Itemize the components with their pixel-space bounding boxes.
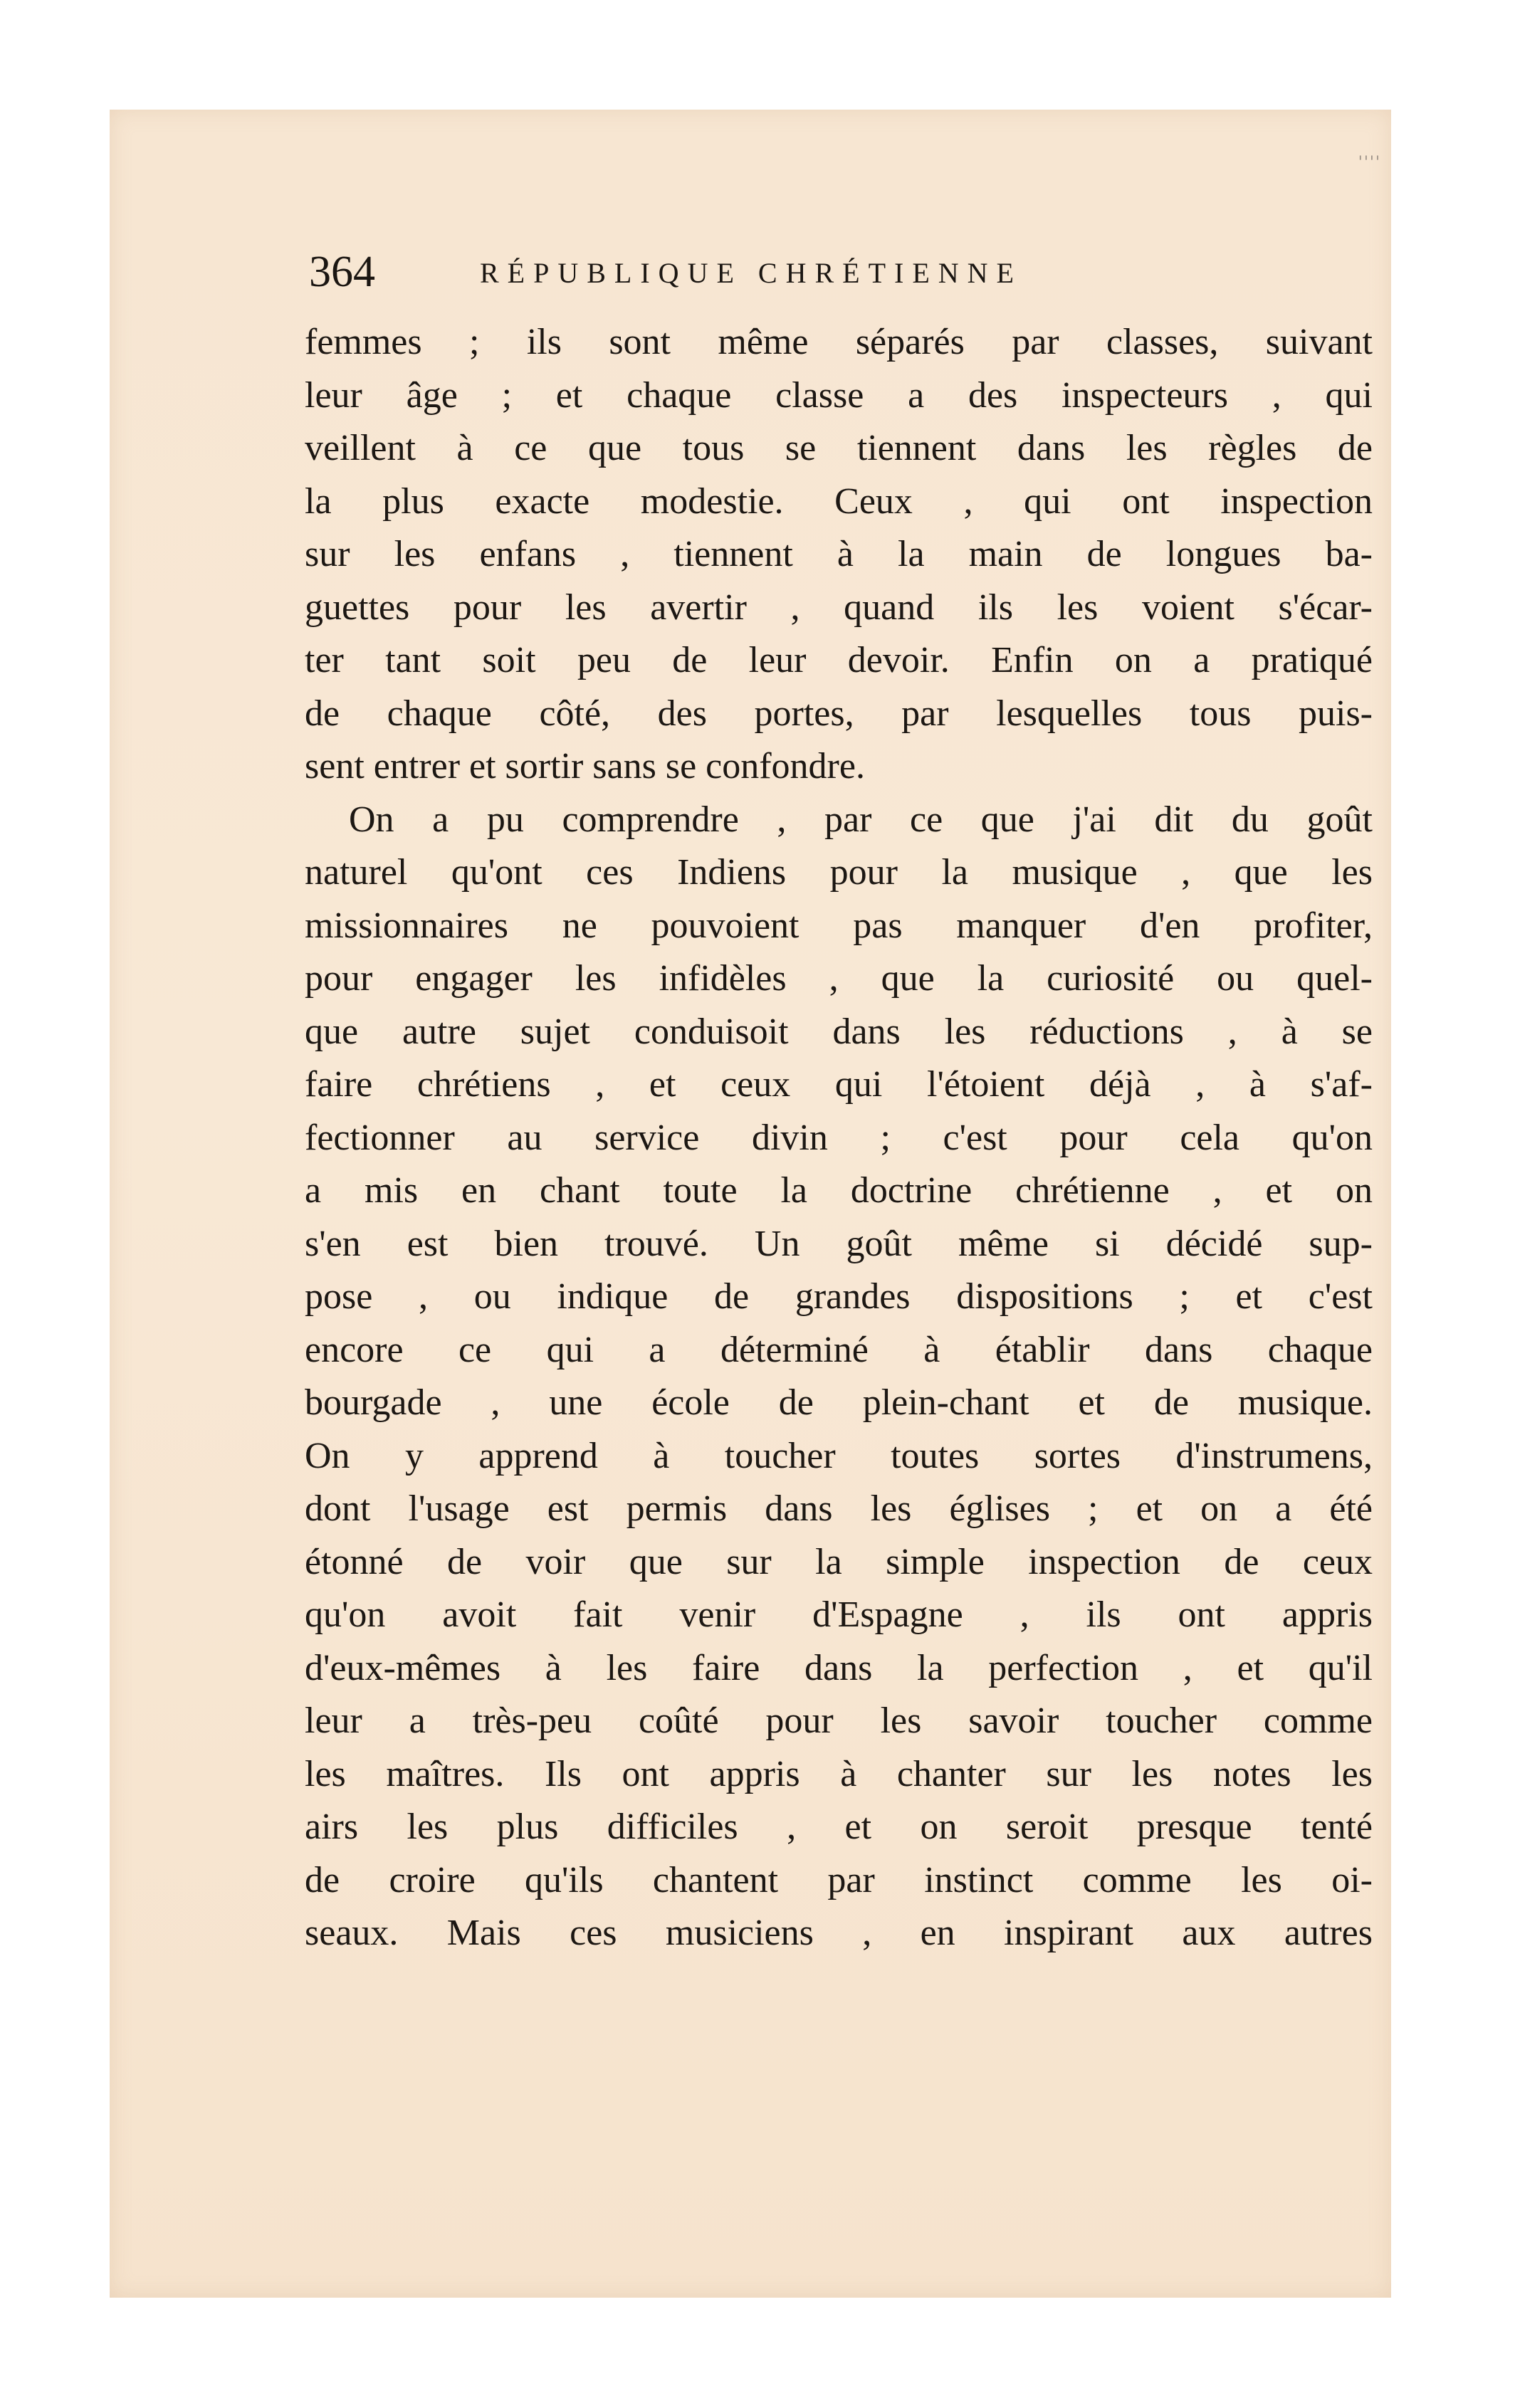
text-line: fectionner au service divin ; c'est pour cela qu'on (305, 1117, 1373, 1158)
text-line: pose , ou indique de grandes dispositions ; et c'est (305, 1276, 1373, 1317)
text-line: guettes pour les avertir , quand ils les voient s'écar- (305, 587, 1373, 628)
running-head (309, 236, 1377, 307)
page-number: 364 (309, 248, 375, 296)
body-text (305, 316, 1373, 1960)
text-line: femmes ; ils sont même séparés par classes, suivant (305, 322, 1373, 362)
text-line: leur âge ; et chaque classe a des inspecteurs , qui (305, 374, 1373, 416)
text-line: airs les plus difficiles , et on seroit presque tenté (305, 1807, 1373, 1847)
text-line: missionnaires ne pouvoient pas manquer d'en profiter, (305, 905, 1373, 946)
text-line: les maîtres. Ils ont appris à chanter sur les notes les (305, 1753, 1373, 1794)
text-line: de chaque côté, des portes, par lesquelles tous puis- (305, 693, 1373, 734)
text-line: veillent à ce que tous se tiennent dans les règles de (305, 428, 1373, 468)
text-line: pour engager les infidèles , que la curiosité ou quel- (305, 958, 1373, 999)
header-title: RÉPUBLIQUE CHRÉTIENNE (480, 257, 1022, 289)
paragraph-end-line: sent entrer et sortir sans se confondre. (305, 746, 865, 787)
text-line: faire chrétiens , et ceux qui l'étoient déjà , à s'af- (305, 1064, 1373, 1105)
book-page (110, 110, 1391, 2298)
text-line: leur a très-peu coûté pour les savoir toucher comme (305, 1700, 1373, 1741)
text-line: ter tant soit peu de leur devoir. Enfin on a pratiqué (305, 640, 1373, 680)
text-line: dont l'usage est permis dans les églises ; et on a été (305, 1488, 1373, 1529)
text-line: s'en est bien trouvé. Un goût même si décidé sup- (305, 1223, 1373, 1264)
text-line: que autre sujet conduisoit dans les réductions , à se (305, 1011, 1373, 1052)
text-line: la plus exacte modestie. Ceux , qui ont inspection (305, 480, 1373, 522)
text-line: de croire qu'ils chantent par instinct comme les oi- (305, 1859, 1373, 1900)
text-line: seaux. Mais ces musiciens , en inspirant aux autres (305, 1913, 1373, 1953)
text-line: a mis en chant toute la doctrine chrétienne , et on (305, 1170, 1373, 1211)
text-line: On y apprend à toucher toutes sortes d'instrumens, (305, 1435, 1373, 1476)
text-line: qu'on avoit fait venir d'Espagne , ils ont appris (305, 1594, 1373, 1635)
text-line: étonné de voir que sur la simple inspection de ceux (305, 1541, 1373, 1582)
text-line: d'eux-mêmes à les faire dans la perfection , et qu'il (305, 1647, 1373, 1688)
text-line: sur les enfans , tiennent à la main de longues ba- (305, 534, 1373, 574)
text-line: bourgade , une école de plein-chant et de musique. (305, 1382, 1373, 1423)
text-line: encore ce qui a déterminé à établir dans chaque (305, 1329, 1373, 1370)
corner-mark: '''' (1358, 154, 1381, 172)
paragraph-start-line: On a pu comprendre , par ce que j'ai dit du goût (349, 799, 1373, 840)
text-line: naturel qu'ont ces Indiens pour la musique , que les (305, 852, 1373, 893)
